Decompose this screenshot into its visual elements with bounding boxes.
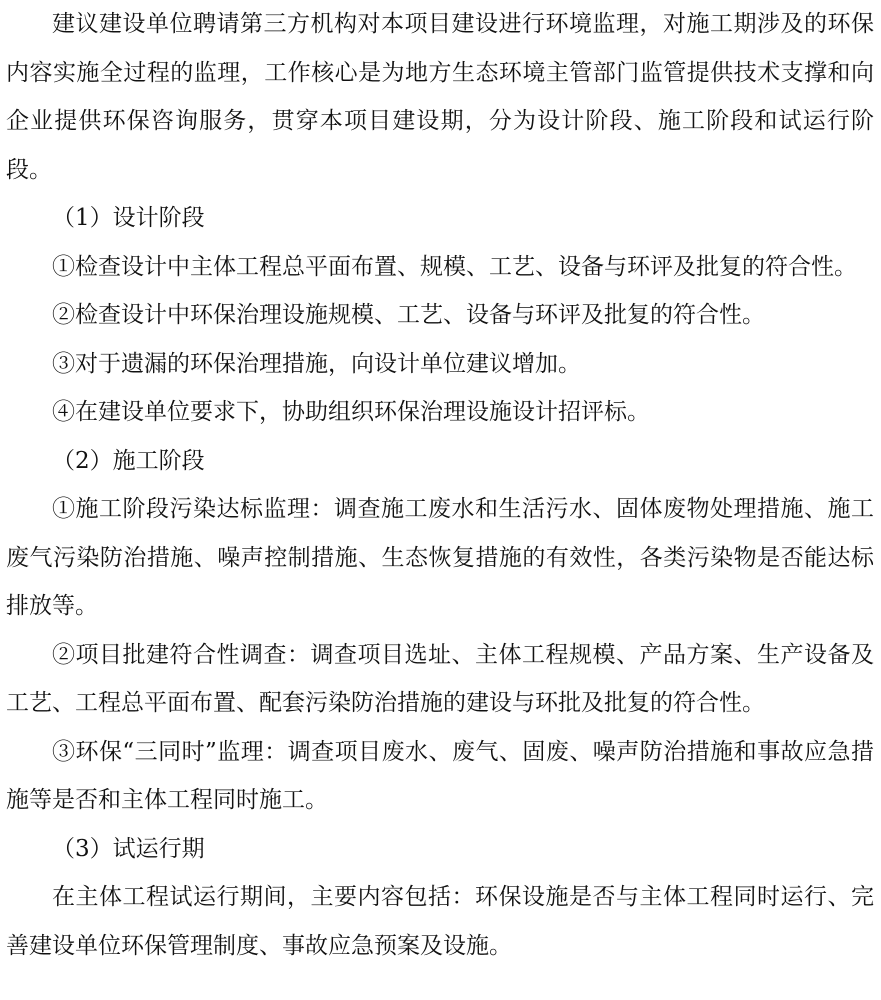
design-item-2: ②检查设计中环保治理设施规模、工艺、设备与环评及批复的符合性。 [52,302,765,328]
design-item-4: ④在建设单位要求下，协助组织环保治理设施设计招评标。 [52,399,650,425]
section-heading-trial-run: （3）试运行期 [52,835,205,862]
section-heading-design: （1）设计阶段 [52,205,205,231]
construction-item-2: ②项目批建符合性调查：调查项目选址、主体工程规模、产品方案、生产设备及工艺、工程总平面布置、配套污染防治措施的建设与环批及批复的符合性。 [6,641,874,716]
trial-run-item-1: 在主体工程试运行期间，主要内容包括：环保设施是否与主体工程同时运行、完善建设单位环保管理制度、事故应急预案及设施。 [6,884,874,959]
document-page [6,0,874,970]
design-item-1: ①检查设计中主体工程总平面布置、规模、工艺、设备与环评及批复的符合性。 [52,253,857,280]
construction-item-1: ①施工阶段污染达标监理：调查施工废水和生活污水、固体废物处理措施、施工废气污染防治措施、噪声控制措施、生态恢复措施的有效性，各类污染物是否能达标排放等。 [6,496,874,619]
design-item-3: ③对于遗漏的环保治理措施，向设计单位建议增加。 [52,350,581,377]
section-heading-construction: （2）施工阶段 [52,447,205,474]
intro-paragraph: 建议建设单位聘请第三方机构对本项目建设进行环境监理，对施工期涉及的环保内容实施全过程的监理，工作核心是为地方生态环境主管部门监管提供技术支撑和向企业提供环保咨询服务，贯穿本项目建设期，分为设计阶段、施工阶段和试运行阶段。 [6,11,874,183]
construction-item-3: ③环保“三同时”监理：调查项目废水、废气、固废、噪声防治措施和事故应急措施等是否和主体工程同时施工。 [6,738,874,813]
